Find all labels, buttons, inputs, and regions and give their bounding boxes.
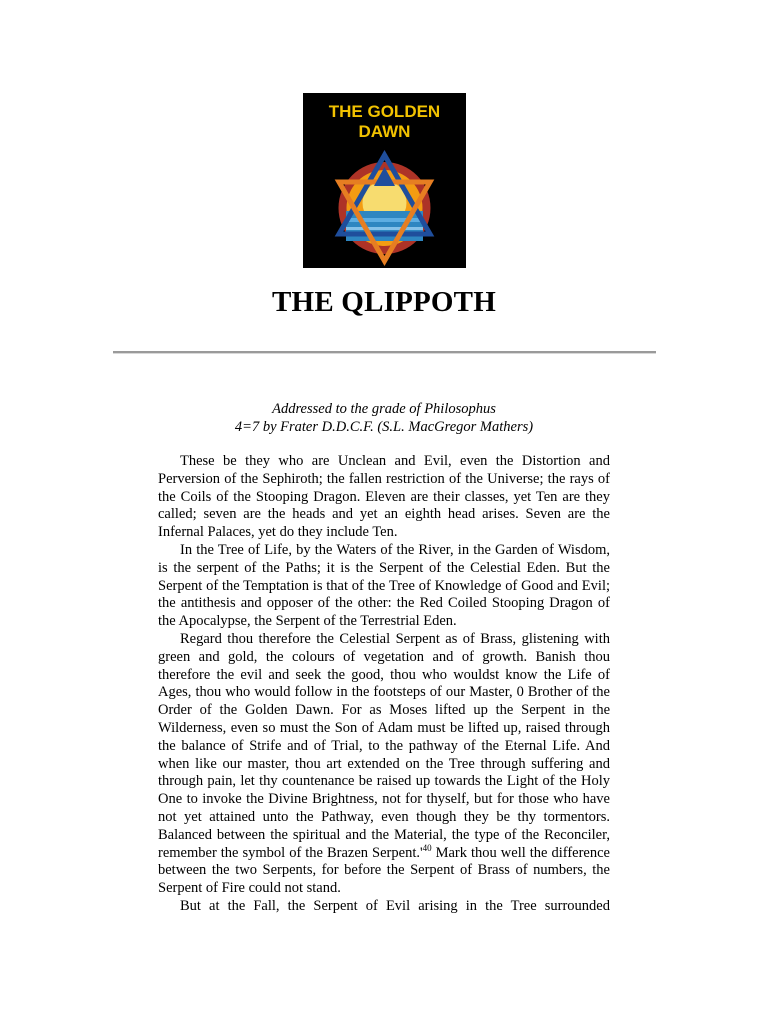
footnote-reference[interactable]: 40 <box>422 842 432 853</box>
body-text <box>158 453 610 916</box>
subtitle-line-2: 4=7 by Frater D.D.C.F. (S.L. MacGregor Mathers) <box>234 419 534 435</box>
subtitle <box>0 400 768 436</box>
cover-title-line2: DAWN <box>358 122 411 141</box>
paragraph-2: In the Tree of Life, by the Waters of the River, in the Garden of Wisdom, is the serpent of the Paths; it is the Serpent of the Celestial Eden. But the Serpent of the Temptation is that of the Tree of Knowledge of Good and Evil; the antithesis and opposer of the other: the Red Coiled Stooping Dragon of the Apocalypse, the Serpent of the Terrestrial Eden. <box>158 541 610 630</box>
paragraph-3-part-2: Mark thou well the difference between the two Serpents, for before the Serpent of Brass of numbers, the Serpent of Fire could not stand. <box>158 844 610 897</box>
horizontal-divider <box>113 351 656 354</box>
subtitle-line-1: Addressed to the grade of Philosophus <box>272 401 496 417</box>
page-title: THE QLIPPOTH <box>272 286 496 318</box>
paragraph-4: But at the Fall, the Serpent of Evil arising in the Tree surrounded <box>180 897 610 914</box>
cover-title-line1: THE GOLDEN <box>328 102 441 121</box>
golden-dawn-cover-art <box>303 93 466 268</box>
paragraph-1: These be they who are Unclean and Evil, even the Distortion and Perversion of the Sephiroth; the fallen restriction of the Universe; the rays of the Coils of the Stooping Dragon. Eleven are their classes, yet Ten are they called; seven are the heads and yet an eighth head arises. Seven are the Infernal Palaces, yet do they include Ten. <box>158 453 610 541</box>
book-cover-image <box>303 93 466 268</box>
paragraph-3-part-1: Regard thou therefore the Celestial Serpent as of Brass, glistening with green and gold, the colours of vegetation and of growth. Banish thou therefore the evil and seek the good, thou who wouldst know the Life of Ages, thou who would follow in the footsteps of our Master, 0 Brother of the Order of the Golden Dawn. For as Moses lifted up the Serpent in the Wilderness, even so must the Son of Adam must be lifted up, raised through the balance of Strife and of Trial, to the pathway of the Eternal Life. And when like our master, thou art extended on the Tree through suffering and through pain, let thy countenance be raised up towards the Light of the Holy One to invoke the Divine Brightness, not for thyself, but for those who have not yet attained unto the Pathway, even though they be thy tormentors. Balanced between the spiritual and the Material, the type of the Reconciler, remember the symbol of the Brazen Serpent.' <box>158 630 610 861</box>
paragraph-3 <box>158 631 610 898</box>
